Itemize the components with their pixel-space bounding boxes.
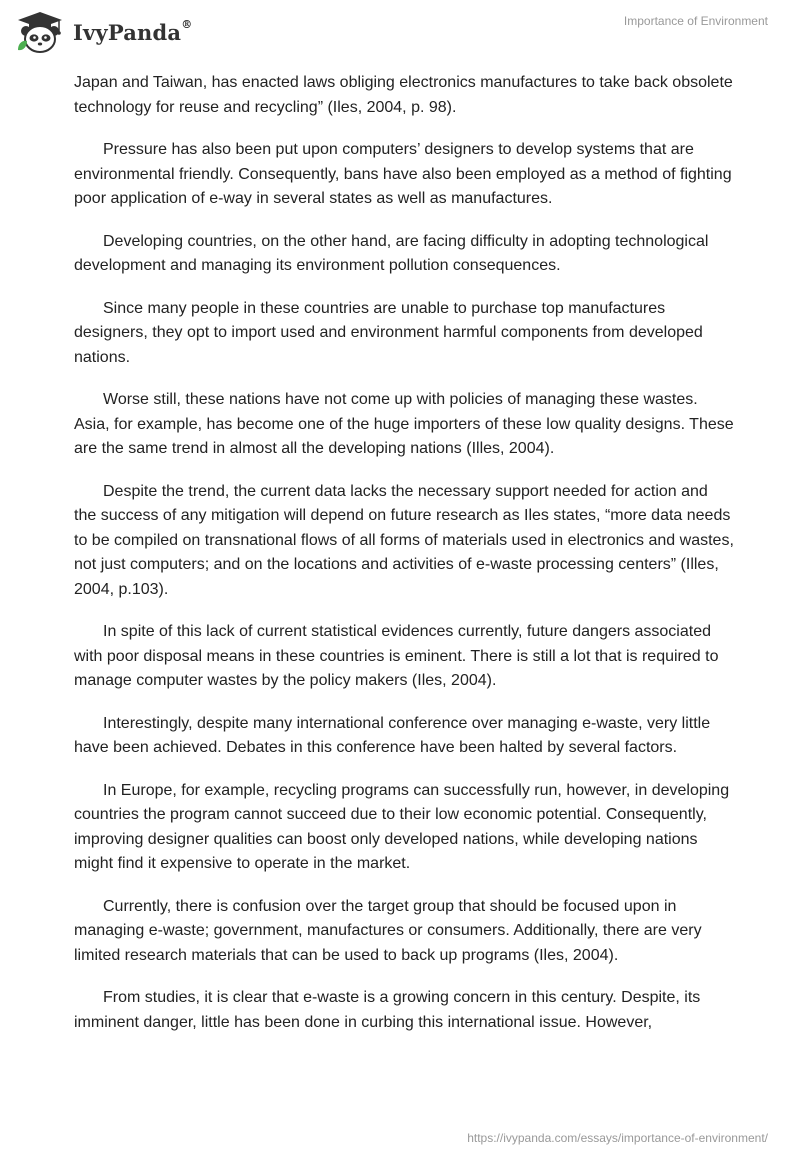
panda-graduate-icon <box>15 10 65 54</box>
paragraph: From studies, it is clear that e-waste is a growing concern in this century. Despite, its imminent danger, little has been done in curbing this international issue. However, <box>74 989 701 1031</box>
paragraph: Currently, there is confusion over the target group that should be focused upon in managing e-waste; government, manufactures or consumers. Additionally, there are very limited research materials that can be used to back up programs (Iles, 2004). <box>74 897 702 964</box>
paragraph: In spite of this lack of current statistical evidences currently, future dangers associated with poor disposal means in these countries is eminent. There is still a lot that is required to manage computer wastes by the policy makers (Iles, 2004). <box>74 623 719 689</box>
paragraph: Pressure has also been put upon computers’ designers to develop systems that are environmental friendly. Consequently, bans have also been employed as a method of fighting poor application of e-way in several states as well as manufactures. <box>74 141 732 207</box>
essay-body <box>74 71 734 1053</box>
paragraph: Japan and Taiwan, has enacted laws obliging electronics manufactures to take back obsolete technology for reuse and recycling” (Iles, 2004, p. 98). <box>74 74 733 116</box>
paragraph: Worse still, these nations have not come up with policies of managing these wastes. Asia, for example, has become one of the huge importers of these low quality designs. These are the same trend in almost all the developing nations (Illes, 2004). <box>74 391 734 457</box>
document-title: Importance of Environment <box>623 14 768 28</box>
page-header <box>0 0 800 70</box>
ivypanda-logo[interactable] <box>15 10 192 54</box>
paragraph: Since many people in these countries are unable to purchase top manufactures designers, they opt to import used and environment harmful components from developed nations. <box>74 299 703 366</box>
paragraph: In Europe, for example, recycling programs can successfully run, however, in developing countries the program cannot succeed due to their low economic potential. Consequently, improving designer qualities can boost only developed nations, while developing nations might find it expensive to operate in the market. <box>74 781 730 872</box>
source-url[interactable]: https://ivypanda.com/essays/importance-of-environment/ <box>467 1131 768 1145</box>
registered-mark: ® <box>181 17 193 31</box>
brand-name <box>73 17 193 45</box>
paragraph: Developing countries, on the other hand, are facing difficulty in adopting technological development and managing its environment pollution consequences. <box>74 232 709 274</box>
paragraph: Interestingly, despite many international conference over managing e-waste, very little have been achieved. Debates in this conference have been halted by several factors. <box>74 714 711 756</box>
brand-name-text: IvyPanda <box>73 19 182 45</box>
paragraph: Despite the trend, the current data lacks the necessary support needed for action and the success of any mitigation will depend on future research as Iles states, “more data needs to be compiled on transnational flows of all forms of materials used in electronics and wastes, not just computers; and on the locations and activities of e-waste processing centers” (Illes, 2004, p.103). <box>74 482 734 598</box>
